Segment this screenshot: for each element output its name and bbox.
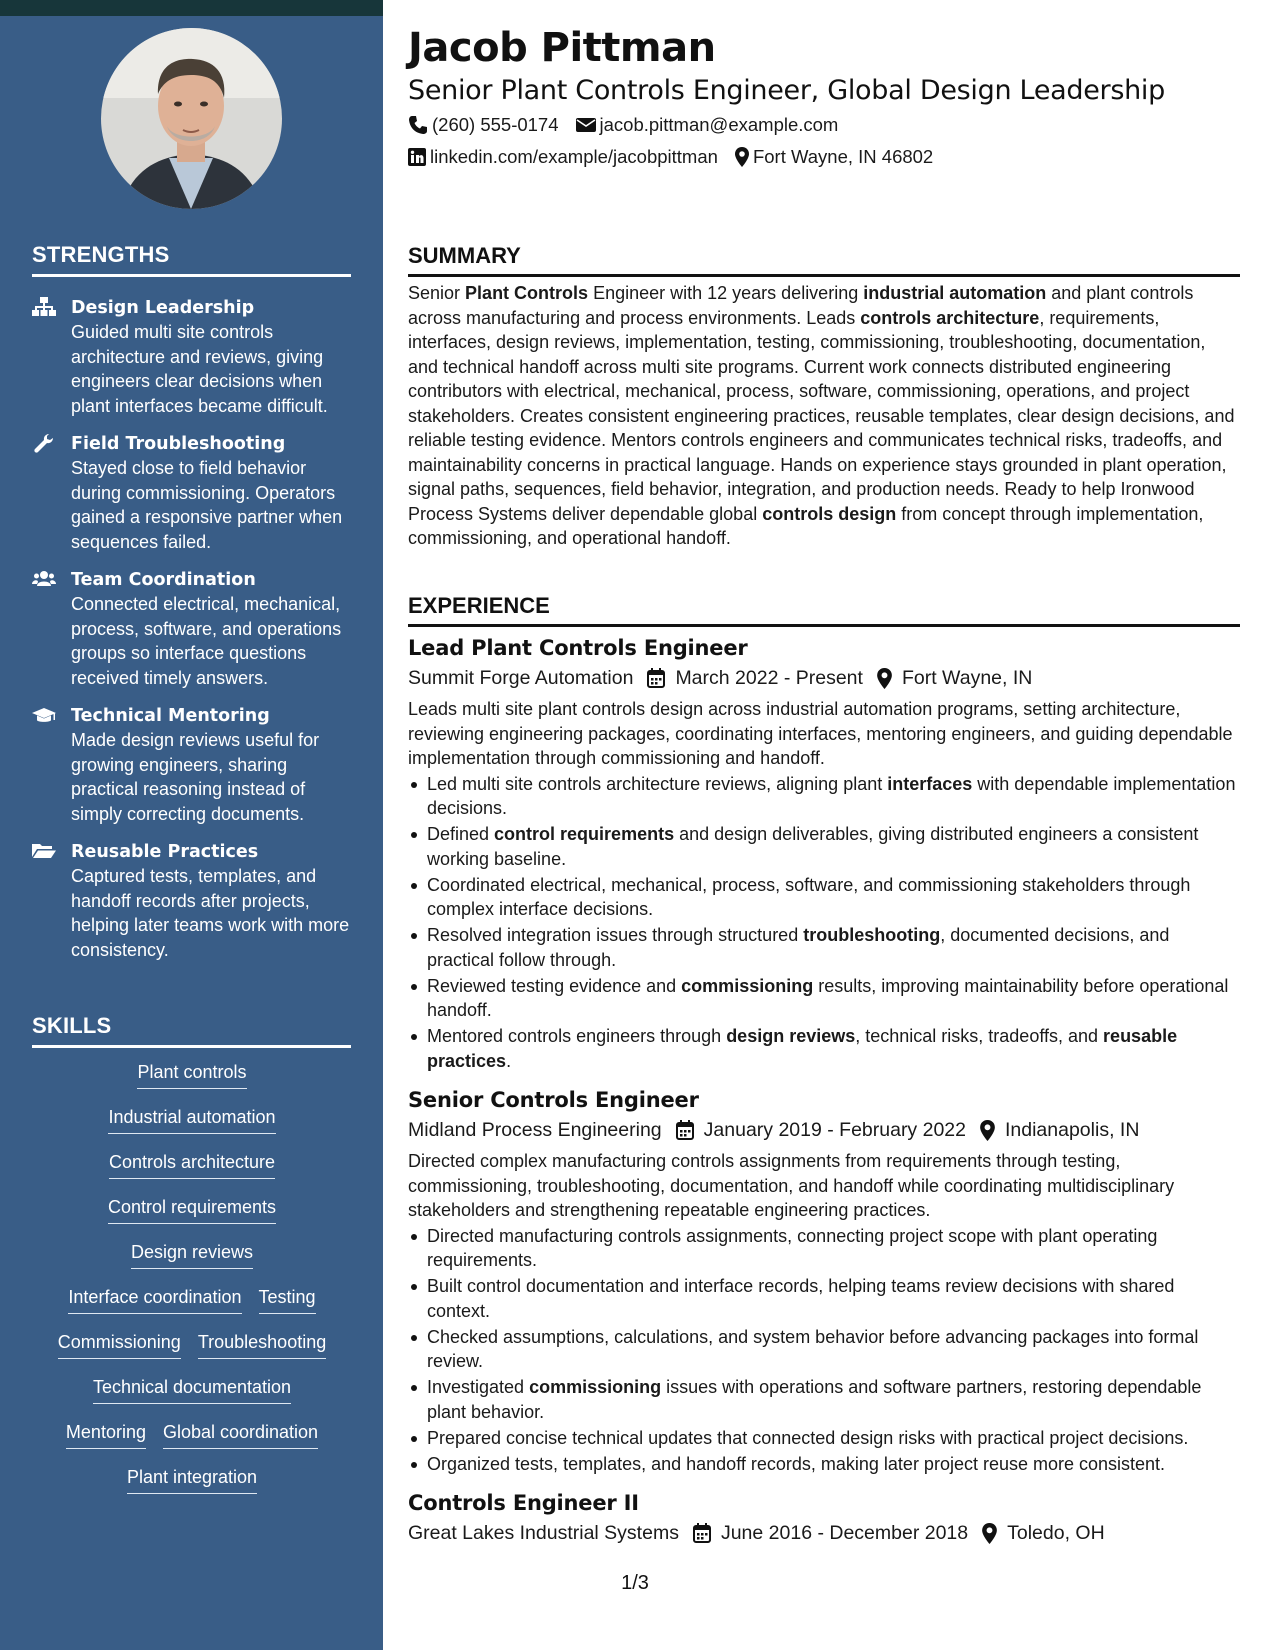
strength-description: Connected electrical, mechanical, process, software, and operations groups so interface questions received timely answers. <box>71 594 342 688</box>
skill-tag: Industrial automation <box>108 1105 275 1134</box>
calendar-icon <box>693 1523 711 1543</box>
skill-tag: Commissioning <box>58 1330 181 1359</box>
text-run: Checked assumptions, calculations, and system behavior before advancing packages into formal review. <box>427 1326 1199 1371</box>
skill-row <box>32 1195 352 1240</box>
bullet-item <box>408 1452 1240 1477</box>
skill-tag: Testing <box>259 1285 316 1314</box>
calendar-icon <box>676 1120 694 1140</box>
location-contact <box>735 145 933 169</box>
bullet-item <box>408 1274 1240 1323</box>
bold-text: control requirements <box>494 824 675 844</box>
strength-item <box>32 840 352 962</box>
text-run: with dependable implementation decisions. <box>427 773 1236 818</box>
skill-row <box>32 1285 352 1330</box>
bold-text: commissioning <box>681 975 814 996</box>
bullet-item <box>408 1375 1240 1424</box>
candidate-headline: Senior Plant Controls Engineer, Global Design Leadership <box>408 75 1165 106</box>
job-location-text: Toledo, OH <box>1007 1522 1105 1544</box>
location-text: Fort Wayne, IN 46802 <box>752 146 934 167</box>
skill-row <box>32 1150 352 1195</box>
text-run: Led multi site controls architecture reviews, aligning plant <box>427 773 888 794</box>
text-run: Prepared concise technical updates that connected design risks with practical project decisions. <box>427 1427 1189 1448</box>
skill-row <box>32 1240 352 1285</box>
experience-heading: EXPERIENCE <box>408 592 1240 627</box>
linkedin-link[interactable]: linkedin.com/example/jacobpittman <box>430 146 718 167</box>
bold-text: reusable practices <box>427 1026 1178 1071</box>
job-description: Leads multi site plant controls design across industrial automation programs, setting architecture, reviewing engineering packages, coordinating interfaces, mentoring engineers, and guiding dependable implementation through commissioning and handoff. <box>408 699 1233 768</box>
strength-item <box>32 432 352 554</box>
strength-item <box>32 568 352 690</box>
job-meta <box>408 1518 1240 1548</box>
calendar-icon <box>647 668 665 688</box>
strengths-list <box>32 296 352 976</box>
bold-text: design reviews <box>726 1026 856 1046</box>
summary-text <box>408 281 1240 551</box>
skills-list <box>32 1060 352 1510</box>
linkedin-icon <box>408 148 426 166</box>
bullet-item <box>408 1224 1240 1273</box>
job-meta <box>408 1115 1240 1145</box>
text-run: Mentored controls engineers through <box>427 1026 727 1046</box>
job-title: Lead Plant Controls Engineer <box>408 636 748 660</box>
job-location-text: Fort Wayne, IN <box>901 667 1033 689</box>
job-title: Senior Controls Engineer <box>408 1088 699 1112</box>
strength-title: Reusable Practices <box>71 842 259 862</box>
text-run: , technical risks, tradeoffs, and <box>855 1026 1104 1046</box>
candidate-name: Jacob Pittman <box>408 25 716 71</box>
job-entry <box>408 1085 1240 1476</box>
skill-tag: Interface coordination <box>68 1285 241 1314</box>
bullet-item <box>408 822 1240 871</box>
strength-description: Stayed close to field behavior during commissioning. Operators gained a responsive partner when sequences failed. <box>71 458 343 552</box>
job-description: Directed complex manufacturing controls assignments from requirements through testing, commissioning, troubleshooting, documentation, and handoff while coordinating multidisciplinary stakeholders and strengthening repeatable engineering practices. <box>408 1151 1175 1220</box>
text-run: issues with operations and software partners, restoring dependable plant behavior. <box>427 1377 1202 1422</box>
text-run: . <box>506 1050 512 1071</box>
skill-tag: Plant controls <box>137 1060 246 1089</box>
text-run: Senior <box>408 283 466 303</box>
bold-text: troubleshooting <box>803 925 941 945</box>
bold-text: Plant Controls <box>465 283 589 303</box>
bold-text: commissioning <box>529 1377 662 1397</box>
skill-tag: Control requirements <box>108 1195 276 1224</box>
company-name: Midland Process Engineering <box>408 1119 662 1141</box>
bold-text: industrial automation <box>863 283 1047 303</box>
skill-tag: Mentoring <box>66 1420 146 1449</box>
text-run: Coordinated electrical, mechanical, process, software, and commissioning stakeholders through complex interface decisions. <box>427 874 1191 919</box>
phone-contact <box>408 113 559 137</box>
text-run: , documented decisions, and practical follow through. <box>427 925 1170 970</box>
job-location-text: Indianapolis, IN <box>1004 1119 1140 1141</box>
linkedin-contact[interactable] <box>408 145 718 169</box>
contact-row <box>408 113 855 137</box>
skill-tag: Troubleshooting <box>198 1330 326 1359</box>
email-link[interactable]: jacob.pittman@example.com <box>599 114 839 135</box>
skill-row <box>32 1105 352 1150</box>
text-run: Organized tests, templates, and handoff records, making later project reuse more consistent. <box>427 1453 1166 1474</box>
skill-row <box>32 1060 352 1105</box>
text-run: and plant controls across manufacturing and process environments. Leads <box>408 283 1194 328</box>
job-location <box>877 663 1032 693</box>
company-name: Summit Forge Automation <box>408 667 634 689</box>
bold-text: controls design <box>762 503 897 524</box>
strength-title: Field Troubleshooting <box>71 434 286 454</box>
job-dates <box>647 663 863 693</box>
contact-row <box>408 145 950 169</box>
bold-text: interfaces <box>887 773 973 794</box>
bullet-item <box>408 1024 1240 1073</box>
text-run: and design deliverables, giving distributed engineers a consistent working baseline. <box>427 824 1199 869</box>
skill-tag: Technical documentation <box>93 1375 291 1404</box>
skill-row <box>32 1330 352 1375</box>
bullet-item <box>408 1325 1240 1374</box>
users-icon <box>32 569 56 589</box>
text-run: results, improving maintainability before operational handoff. <box>427 975 1229 1020</box>
summary-heading: SUMMARY <box>408 242 1240 277</box>
job-location <box>982 1518 1105 1548</box>
job-bullets <box>408 1224 1240 1477</box>
job-dates-text: March 2022 - Present <box>675 667 863 689</box>
text-run: Investigated <box>427 1377 530 1397</box>
sidebar-top-bar <box>0 0 383 16</box>
job-bullets <box>408 772 1240 1074</box>
job-dates-text: January 2019 - February 2022 <box>703 1119 966 1141</box>
bullet-item <box>408 974 1240 1023</box>
skill-row <box>32 1420 352 1465</box>
job-meta <box>408 663 1240 693</box>
strength-item <box>32 296 352 418</box>
page-number: 1/3 <box>621 1572 649 1594</box>
strength-title: Design Leadership <box>71 298 255 318</box>
graduation-cap-icon <box>32 705 56 725</box>
text-run: Directed manufacturing controls assignments, connecting project scope with plant operating requirements. <box>427 1225 1158 1270</box>
text-run: Resolved integration issues through structured <box>427 925 804 945</box>
bullet-item <box>408 772 1240 821</box>
skill-row <box>32 1465 352 1510</box>
wrench-icon <box>32 433 56 453</box>
strength-description: Made design reviews useful for growing engineers, sharing practical reasoning instead of simply correcting documents. <box>71 730 320 824</box>
bullet-item <box>408 873 1240 922</box>
map-pin-icon <box>877 668 892 689</box>
envelope-icon <box>576 117 596 133</box>
folder-open-icon <box>32 841 56 861</box>
skills-heading: SKILLS <box>32 1013 351 1048</box>
text-run: Reviewed testing evidence and <box>427 975 682 996</box>
skill-tag: Global coordination <box>163 1420 318 1449</box>
job-dates <box>676 1115 966 1145</box>
job-title: Controls Engineer II <box>408 1491 639 1515</box>
text-run: Built control documentation and interface records, helping teams review decisions with shared context. <box>427 1276 1175 1321</box>
map-pin-icon <box>980 1120 995 1141</box>
job-location <box>980 1115 1139 1145</box>
map-pin-icon <box>735 147 749 167</box>
sidebar <box>0 0 383 1650</box>
strength-description: Guided multi site controls architecture and reviews, giving engineers clear decisions when plant interfaces became difficult. <box>71 322 328 416</box>
job-entry <box>408 633 1240 1073</box>
strength-title: Technical Mentoring <box>71 706 270 726</box>
text-run: from concept through implementation, commissioning, and operational handoff. <box>408 503 1204 548</box>
skill-row <box>32 1375 352 1420</box>
experience-list <box>408 633 1240 1560</box>
strength-title: Team Coordination <box>71 570 256 590</box>
job-dates <box>693 1518 968 1548</box>
skill-tag: Controls architecture <box>109 1150 275 1179</box>
bullet-item <box>408 1426 1240 1451</box>
map-pin-icon <box>982 1523 997 1544</box>
strengths-heading: STRENGTHS <box>32 242 351 277</box>
email-contact[interactable] <box>576 113 839 137</box>
text-run: Defined <box>427 824 495 844</box>
profile-photo <box>101 28 282 209</box>
phone-icon <box>408 115 428 135</box>
text-run: Engineer with 12 years delivering <box>588 283 864 303</box>
text-run: , requirements, interfaces, design reviews, implementation, testing, commissioning, troubleshooting, documentation, and technical handoff across multi site programs. Current work connects distributed engineering contributors with electrical, mechanical, process, software, commissioning, operations, and project stakeholders. Creates consistent engineering practices, reusable templates, clear design decisions, and reliable testing evidence. Mentors controls engineers and communicates technical risks, tradeoffs, and maintainability concerns in practical language. Hands on experience stays grounded in plant operation, signal paths, sequences, field behavior, integration, and production needs. Ready to help Ironwood Process Systems deliver dependable global <box>408 307 1235 524</box>
company-name: Great Lakes Industrial Systems <box>408 1522 679 1544</box>
bullet-item <box>408 923 1240 972</box>
strength-item <box>32 704 352 826</box>
job-entry <box>408 1488 1240 1548</box>
skill-tag: Plant integration <box>127 1465 257 1494</box>
portrait-image <box>101 28 282 209</box>
job-dates-text: June 2016 - December 2018 <box>720 1522 969 1544</box>
skill-tag: Design reviews <box>131 1240 253 1269</box>
sitemap-icon <box>32 297 56 317</box>
bold-text: controls architecture <box>860 307 1040 328</box>
strength-description: Captured tests, templates, and handoff records after projects, helping later teams work with more consistency. <box>71 866 350 960</box>
phone-text: (260) 555-0174 <box>432 114 559 135</box>
